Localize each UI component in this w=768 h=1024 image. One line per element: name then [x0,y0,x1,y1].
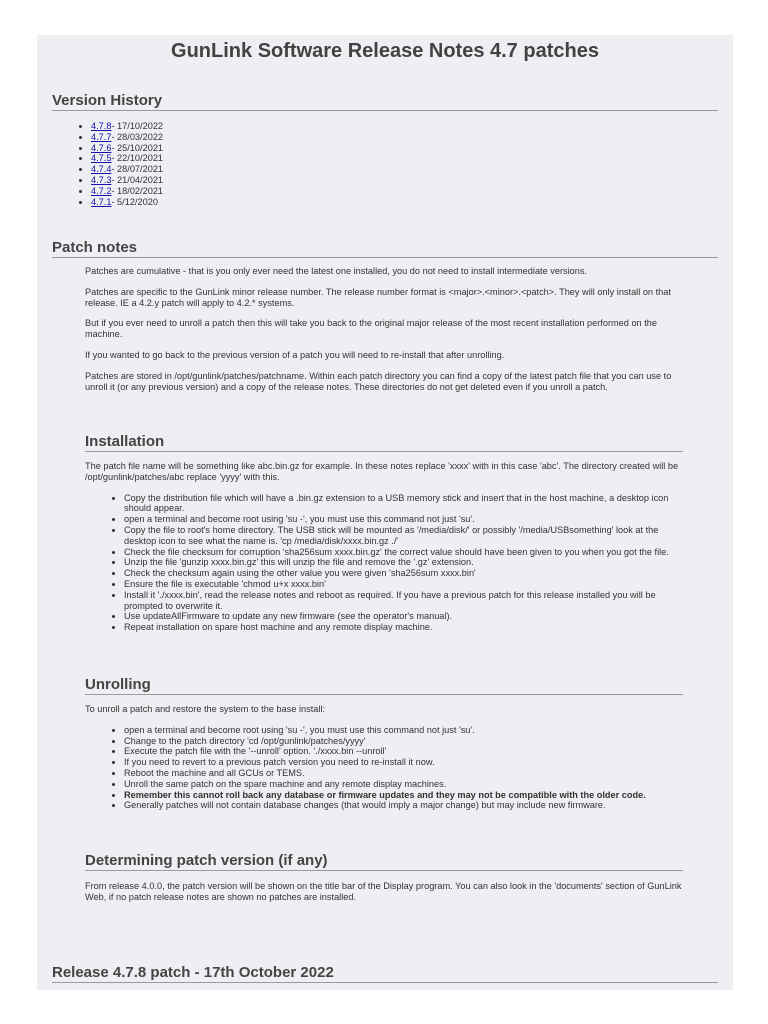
unrolling-step: • If you need to revert to a previous patch version you need to re-install it now. [124,757,687,768]
unrolling-step: • Change to the patch directory 'cd /opt/gunlink/patches/yyyy' [124,736,687,747]
unrolling-body [85,704,687,811]
version-link[interactable]: 4.7.8 [91,121,112,131]
version-link[interactable]: 4.7.6 [91,142,112,153]
version-item [91,132,702,143]
version-date: - 28/03/2022 [111,131,164,142]
installation-step: • Check the file checksum for corruption 'sha256sum xxxx.bin.gz' the correct value should have been given to you when you got the file. [124,547,687,558]
unrolling-step: • Execute the patch file with the '--unroll' option. './xxxx.bin --unroll' [124,746,687,757]
version-link[interactable]: 4.7.2 [91,185,112,196]
installation-step: • Use updateAllFirmware to update any new firmware (see the operator's manual). [124,611,687,622]
installation-heading: Installation [85,433,683,452]
installation-step: • Unzip the file 'gunzip xxxx.bin.gz' this will unzip the file and remove the '.gz' extension. [124,557,687,568]
version-date: - 25/10/2021 [111,142,164,153]
unrolling-step: • Unroll the same patch on the spare machine and any remote display machines. [124,779,687,790]
unrolling-step: • Generally patches will not contain database changes (that would imply a major change) but may include new firmware. [124,800,687,811]
installation-step: • Copy the file to root's home directory. The USB stick will be mounted as '/media/disk/' or possibly '/media/USBsomething' look at the desktop icon to see what the name is. 'cp /media/disk/xxxx.bin.gz ./' [124,525,687,547]
release-478-heading: Release 4.7.8 patch - 17th October 2022 [52,964,718,983]
document-page [37,35,733,990]
version-item [91,186,702,197]
installation-intro: The patch file name will be something like abc.bin.gz for example. In these notes replace 'xxxx' with in this case 'abc'. The directory created will be /opt/gunlink/patches/abc replace 'yyyy' with this. [85,461,679,482]
version-date: - 21/04/2021 [111,174,164,185]
version-item [91,164,702,175]
patch-notes-paragraph: Patches are specific to the GunLink minor release number. The release number format is <major>.<minor>.<patch>. They will only install on that release. IE a 4.2.y patch will apply to 4.2.* systems. [85,286,671,308]
version-date: - 5/12/2020 [111,196,158,207]
unrolling-step: • Reboot the machine and all GCUs or TEMS. [124,768,687,779]
version-history-heading: Version History [52,92,718,111]
patch-notes-paragraph: But if you ever need to unroll a patch then this will take you back to the original major release of the most recent installation performed on the machine. [85,318,657,340]
patch-version-heading: Determining patch version (if any) [85,852,683,871]
version-item [91,121,702,132]
unrolling-steps [85,725,687,811]
installation-step: • Copy the distribution file which will have a .bin.gz extension to a USB memory stick and insert that in the host machine, a desktop icon should appear. [124,493,687,515]
patch-notes-paragraph: Patches are cumulative - that is you only ever need the latest one installed, you do not need to install intermediate versions. [85,266,588,276]
version-link[interactable]: 4.7.5 [91,153,112,164]
installation-body [85,461,687,633]
patch-version-body [85,881,687,913]
version-link[interactable]: 4.7.4 [91,164,112,175]
installation-step: • Check the checksum again using the other value you were given 'sha256sum xxxx.bin' [124,568,687,579]
unrolling-warning: • Remember this cannot roll back any database or firmware updates and they may not be compatible with the older code. [124,790,687,801]
version-link[interactable]: 4.7.7 [91,131,112,142]
unrolling-heading: Unrolling [85,676,683,695]
version-history [52,121,702,207]
patch-notes-paragraph: If you wanted to go back to the previous version of a patch you will need to re-install that after unrolling. [85,349,505,360]
version-item [91,175,702,186]
patch-notes-heading: Patch notes [52,239,718,258]
patch-notes-paragraph: Patches are stored in /opt/gunlink/patches/patchname. Within each patch directory you can find a copy of the latest patch file that you can use to unroll it (or any previous version) and a copy of the release notes. These directories do not get deleted even if you unroll a patch. [85,370,672,392]
version-date: - 22/10/2021 [111,153,164,164]
version-item [91,153,702,164]
installation-step: • Install it './xxxx.bin', read the release notes and reboot as required. If you have a previous patch for this release installed you will be prompted to overwrite it. [124,590,687,612]
version-list [52,121,702,207]
version-link[interactable]: 4.7.3 [91,174,112,185]
version-item [91,197,702,208]
unrolling-step: • open a terminal and become root using 'su -', you must use this command not just 'su'. [124,725,687,736]
installation-step: • Ensure the file is executable 'chmod u+x xxxx.bin' [124,579,687,590]
patch-notes-body [85,266,687,402]
page-title: GunLink Software Release Notes 4.7 patches [171,40,599,62]
version-link[interactable]: 4.7.1 [91,196,112,207]
version-date: - 18/02/2021 [111,185,164,196]
patch-version-text: From release 4.0.0, the patch version will be shown on the title bar of the Display program. You can also look in the 'documents' section of GunLink Web, if no patch release notes are shown no patches are installed. [85,881,682,902]
installation-step: • Repeat installation on spare host machine and any remote display machine. [124,622,687,633]
version-date: - 17/10/2022 [111,121,164,131]
installation-step: • open a terminal and become root using 'su -', you must use this command not just 'su'. [124,514,687,525]
unrolling-intro: To unroll a patch and restore the system to the base install: [85,704,326,714]
installation-steps [85,493,687,633]
version-date: - 28/07/2021 [111,164,164,175]
version-item [91,143,702,154]
